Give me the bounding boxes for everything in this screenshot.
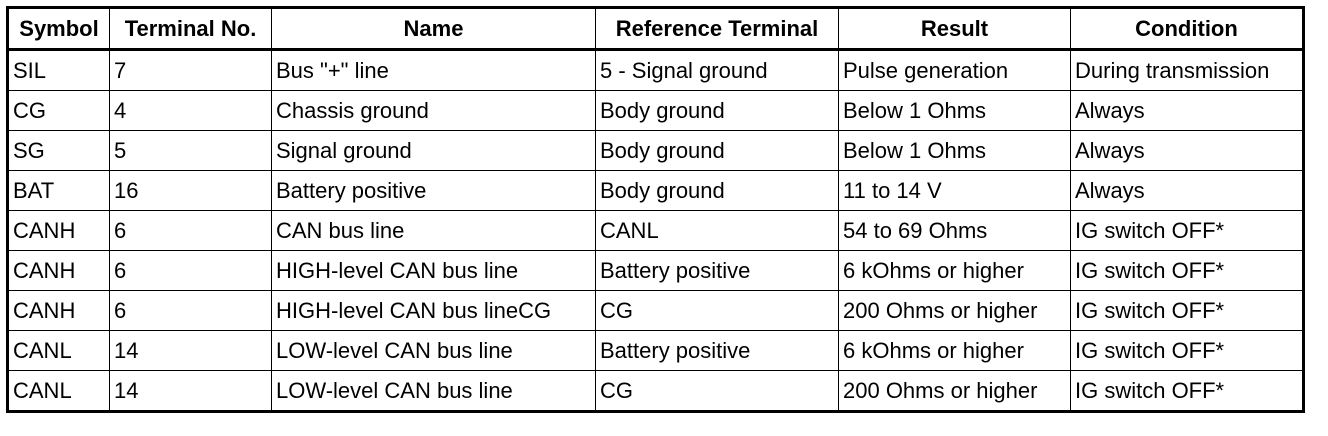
cell-condition: Always	[1071, 131, 1304, 171]
cell-reference-terminal: 5 - Signal ground	[596, 50, 839, 91]
cell-result: 6 kOhms or higher	[839, 251, 1071, 291]
cell-name: LOW-level CAN bus line	[272, 371, 596, 412]
cell-result: Below 1 Ohms	[839, 131, 1071, 171]
cell-reference-terminal: Battery positive	[596, 331, 839, 371]
cell-condition: IG switch OFF*	[1071, 371, 1304, 412]
cell-condition: IG switch OFF*	[1071, 251, 1304, 291]
cell-symbol: CG	[8, 91, 110, 131]
header-reference-terminal: Reference Terminal	[596, 8, 839, 50]
cell-result: 54 to 69 Ohms	[839, 211, 1071, 251]
cell-name: Chassis ground	[272, 91, 596, 131]
cell-terminal-no: 14	[110, 331, 272, 371]
cell-result: 6 kOhms or higher	[839, 331, 1071, 371]
table-row	[8, 131, 1304, 171]
cell-name: Battery positive	[272, 171, 596, 211]
cell-symbol: SG	[8, 131, 110, 171]
table-row	[8, 371, 1304, 412]
cell-terminal-no: 6	[110, 251, 272, 291]
cell-reference-terminal: Body ground	[596, 171, 839, 211]
cell-reference-terminal: Battery positive	[596, 251, 839, 291]
table-row	[8, 211, 1304, 251]
header-condition: Condition	[1071, 8, 1304, 50]
cell-name: HIGH-level CAN bus line	[272, 251, 596, 291]
cell-symbol: CANH	[8, 251, 110, 291]
header-name: Name	[272, 8, 596, 50]
cell-symbol: CANH	[8, 211, 110, 251]
cell-symbol: CANL	[8, 371, 110, 412]
header-row	[8, 8, 1304, 50]
cell-condition: IG switch OFF*	[1071, 331, 1304, 371]
cell-reference-terminal: Body ground	[596, 131, 839, 171]
cell-reference-terminal: CANL	[596, 211, 839, 251]
terminal-spec-table	[6, 6, 1305, 413]
cell-condition: During transmission	[1071, 50, 1304, 91]
cell-condition: IG switch OFF*	[1071, 291, 1304, 331]
cell-name: LOW-level CAN bus line	[272, 331, 596, 371]
cell-reference-terminal: CG	[596, 371, 839, 412]
table-row	[8, 50, 1304, 91]
cell-result: 200 Ohms or higher	[839, 371, 1071, 412]
cell-name: Bus "+" line	[272, 50, 596, 91]
table-row	[8, 331, 1304, 371]
cell-symbol: SIL	[8, 50, 110, 91]
cell-result: Below 1 Ohms	[839, 91, 1071, 131]
cell-condition: Always	[1071, 171, 1304, 211]
cell-result: 11 to 14 V	[839, 171, 1071, 211]
table-body	[8, 50, 1304, 412]
header-result: Result	[839, 8, 1071, 50]
table-row	[8, 251, 1304, 291]
cell-name: Signal ground	[272, 131, 596, 171]
cell-terminal-no: 5	[110, 131, 272, 171]
cell-result: 200 Ohms or higher	[839, 291, 1071, 331]
header-terminal-no: Terminal No.	[110, 8, 272, 50]
cell-terminal-no: 6	[110, 211, 272, 251]
cell-result: Pulse generation	[839, 50, 1071, 91]
cell-terminal-no: 4	[110, 91, 272, 131]
cell-name: CAN bus line	[272, 211, 596, 251]
table-row	[8, 171, 1304, 211]
cell-condition: IG switch OFF*	[1071, 211, 1304, 251]
cell-condition: Always	[1071, 91, 1304, 131]
cell-symbol: BAT	[8, 171, 110, 211]
cell-terminal-no: 6	[110, 291, 272, 331]
cell-symbol: CANH	[8, 291, 110, 331]
cell-reference-terminal: CG	[596, 291, 839, 331]
header-symbol: Symbol	[8, 8, 110, 50]
cell-symbol: CANL	[8, 331, 110, 371]
cell-reference-terminal: Body ground	[596, 91, 839, 131]
cell-terminal-no: 14	[110, 371, 272, 412]
cell-terminal-no: 7	[110, 50, 272, 91]
cell-name: HIGH-level CAN bus lineCG	[272, 291, 596, 331]
table-row	[8, 291, 1304, 331]
table-row	[8, 91, 1304, 131]
cell-terminal-no: 16	[110, 171, 272, 211]
